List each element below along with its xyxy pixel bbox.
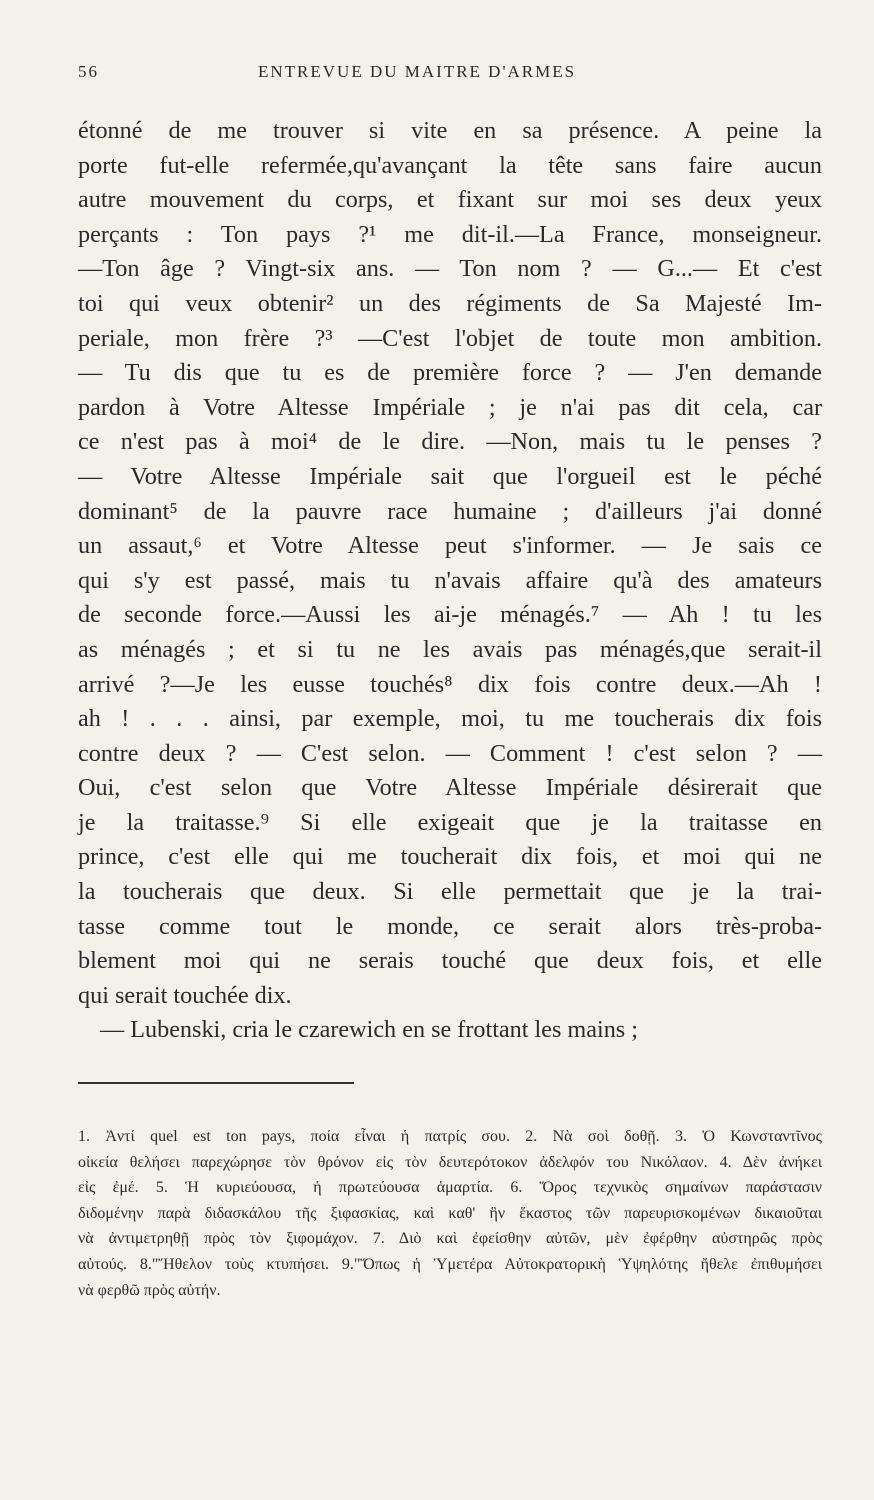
text-line: arrivé ?—Je les eusse touchés⁸ dix fois contre deux.—Ah !	[78, 670, 822, 698]
text-line: — Tu dis que tu es de première force ? — J'en demande	[78, 359, 822, 387]
text-line: la toucherais que deux. Si elle permettait que je la trai-	[78, 878, 822, 906]
text-line: qui s'y est passé, mais tu n'avais affaire qu'à des amateurs	[78, 566, 822, 594]
page-header	[78, 62, 822, 92]
text-line: ah ! . . . ainsi, par exemple, moi, tu me toucherais dix fois	[78, 705, 822, 733]
text-line: —Ton âge ? Vingt-six ans. — Ton nom ? — G...— Et c'est	[78, 255, 822, 283]
text-line: tasse comme tout le monde, ce serait alors très-proba-	[78, 912, 822, 940]
text-line: as ménagés ; et si tu ne les avais pas ménagés,que serait-il	[78, 635, 822, 663]
text-line: toi qui veux obtenir² un des régiments de Sa Majesté Im-	[78, 289, 822, 317]
text-line: — Votre Altesse Impériale sait que l'orgueil est le péché	[78, 462, 822, 490]
text-line: — Lubenski, cria le czarewich en se frottant les mains ;	[100, 1016, 638, 1044]
text-line: autre mouvement du corps, et fixant sur moi ses deux yeux	[78, 186, 822, 214]
main-text	[78, 114, 822, 1048]
footnote-separator	[78, 1082, 354, 1084]
text-line: dominant⁵ de la pauvre race humaine ; d'ailleurs j'ai donné	[78, 497, 822, 525]
footnote-line: εἰς ἐμέ. 5. Ἡ κυριεύουσα, ἡ πρωτεύουσα ἁμαρτία. 6. Ὅρος τεχνικὸς σημαίνων παράστασιν	[78, 1179, 822, 1197]
text-line: Oui, c'est selon que Votre Altesse Impériale désirerait que	[78, 774, 822, 802]
footnote-line: νὰ φερθῶ πρὸς αὐτήν.	[78, 1281, 221, 1299]
text-line: je la traitasse.⁹ Si elle exigeait que je la traitasse en	[78, 808, 822, 836]
running-title: ENTREVUE DU MAITRE D'ARMES	[258, 62, 577, 81]
text-line: contre deux ? — C'est selon. — Comment ! c'est selon ? —	[78, 739, 822, 767]
text-line: blement moi qui ne serais touché que deux fois, et elle	[78, 947, 822, 975]
text-line: prince, c'est elle qui me toucherait dix fois, et moi qui ne	[78, 843, 822, 871]
footnote-line: οἰκεία θελήσει παρεχώρησε τὸν θρόνον εἰς τὸν δευτερότοκον ἀδελφόν του Νικόλαον. 4. Δὲν ἀνήκει	[78, 1153, 822, 1171]
text-line: de seconde force.—Aussi les ai-je ménagés.⁷ — Ah ! tu les	[78, 601, 822, 629]
text-line: porte fut-elle refermée,qu'avançant la tête sans faire aucun	[78, 151, 822, 179]
text-line: qui serait touchée dix.	[78, 981, 292, 1009]
footnote-line: 1. Ἀντί quel est ton pays, ποία εἶναι ἡ πατρίς σου. 2. Νὰ σοὶ δοθῇ. 3. Ὁ Κωνσταντῖνος	[78, 1128, 822, 1145]
text-line: étonné de me trouver si vite en sa présence. A peine la	[78, 117, 822, 144]
page-number: 56	[78, 62, 99, 81]
footnote-line: νὰ ἀντιμετρηθῇ πρὸς τὸν ξιφομάχον. 7. Διὸ καὶ ἐφείσθην αὐτῶν, μὲν ἐφέρθην αὐστηρῶς πρὸς	[78, 1230, 822, 1248]
footnotes	[78, 1124, 822, 1303]
footnote-line: αὐτούς. 8."Ἤθελον τοὺς κτυπήσει. 9."Ὅπως ἡ Ὑμετέρα Αὐτοκρατορικὴ Ὑψηλότης ἤθελε ἐπιθυμήσει	[78, 1255, 822, 1273]
text-line: pardon à Votre Altesse Impériale ; je n'ai pas dit cela, car	[78, 393, 822, 421]
text-line: ce n'est pas à moi⁴ de le dire. —Non, mais tu le penses ?	[78, 428, 822, 456]
text-line: un assaut,⁶ et Votre Altesse peut s'informer. — Je sais ce	[78, 532, 822, 560]
text-line: periale, mon frère ?³ —C'est l'objet de toute mon ambition.	[78, 324, 822, 352]
footnote-line: διδομένην παρὰ διδασκάλου τῆς ξιφασκίας, καὶ καθ' ἣν ἕκαστος τῶν παρευρισκομένων δικαιοῦται	[78, 1204, 822, 1222]
text-line: perçants : Ton pays ?¹ me dit-il.—La France, monseigneur.	[78, 220, 822, 248]
